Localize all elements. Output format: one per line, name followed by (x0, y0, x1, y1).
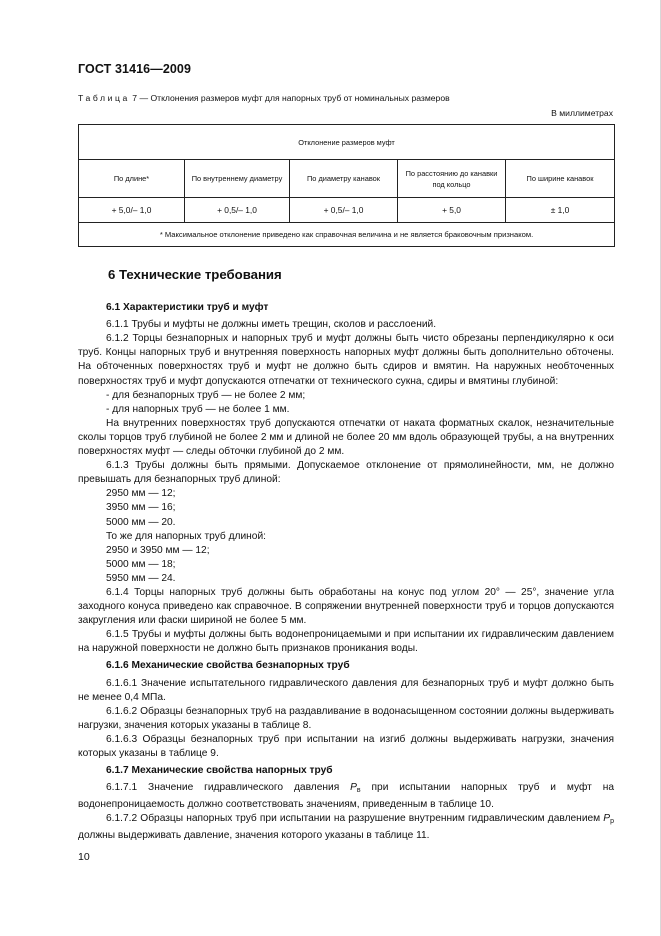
list-item: 5950 мм — 24. (106, 572, 176, 584)
paragraph: 6.1.1 Трубы и муфты не должны иметь трещин, сколов и расслоений. (106, 319, 437, 331)
table-footnote: * Максимальное отклонение приведено как справочная величина и не является браковочным признаком. (79, 223, 615, 247)
table-header-cell: По внутреннему диаметру (185, 160, 290, 198)
table-header-cell: По ширине канавок (506, 160, 615, 198)
list-item: - для безнапорных труб — не более 2 мм; (106, 389, 306, 401)
paragraph-text: при испытании напорных труб и муфт на водонепроницаемость должно соответствовать значениям, приведенным в таблице 10. (78, 782, 614, 811)
table-cell: ± 1,0 (506, 198, 615, 223)
pressure-subscript: в (356, 787, 361, 795)
paragraph: 6.1.6.1 Значение испытательного гидравлического давления для безнапорных труб и муфт должно быть не менее 0,4 МПа. (78, 677, 614, 703)
table-cell: + 5,0 (398, 198, 506, 223)
list-item: 5000 мм — 18; (106, 558, 176, 570)
section-title: 6 Технические требования (108, 267, 282, 282)
paragraph-text: должны выдерживать давление, значения которого указаны в таблице 11. (78, 830, 430, 842)
table-caption-text: 7 — Отклонения размеров муфт для напорных труб от номинальных размеров (129, 93, 450, 103)
list-item: - для напорных труб — не более 1 мм. (106, 403, 290, 415)
paragraph: 6.1.2 Торцы безнапорных и напорных труб и муфт должны быть чисто обрезаны перпендикулярно к оси труб. Концы напорных труб и внутренняя поверхность напорных муфт должны быть дополнительно обточены. На обточенных поверхностях труб и муфт не должно быть сдиров и вмятин. На наружных необточенных поверхностях труб и муфт допускаются отпечатки от технического сукна, сдиры и вмятины глубиной: (78, 333, 614, 387)
subsection-title: 6.1.7 Механические свойства напорных труб (106, 765, 333, 777)
paragraph: 6.1.3 Трубы должны быть прямыми. Допускаемое отклонение от прямолинейности, мм, не должно превышать для безнапорных труб длиной: (78, 460, 614, 486)
list-item: 2950 и 3950 мм — 12; (106, 544, 210, 556)
subsection-title: 6.1 Характеристики труб и муфт (106, 302, 269, 314)
table-header-cell: По диаметру канавок (290, 160, 398, 198)
table-cell: + 5,0/– 1,0 (79, 198, 185, 223)
paragraph: 6.1.6.2 Образцы безнапорных труб на раздавливание в водонасыщенном состоянии должны выдерживать нагрузки, значения которых указаны в таблице 8. (78, 705, 614, 731)
paragraph-text: 6.1.7.1 Значение гидравлического давления (106, 782, 351, 794)
section-body (78, 268, 614, 844)
list-item: 3950 мм — 16; (106, 502, 176, 514)
table-cell: + 0,5/– 1,0 (290, 198, 398, 223)
subsection-title: 6.1.6 Механические свойства безнапорных труб (106, 660, 350, 672)
paragraph: 6.1.6.3 Образцы безнапорных труб при испытании на изгиб должны выдерживать нагрузки, значения которых указаны в таблице 9. (78, 733, 614, 759)
table-caption (78, 93, 450, 103)
table-header-cell: По длине* (79, 160, 185, 198)
deviation-table (78, 124, 615, 247)
table-header-cell: По расстоянию до канавки под кольцо (398, 160, 506, 198)
pressure-subscript: р (610, 818, 614, 826)
paragraph: То же для напорных труб длиной: (106, 530, 266, 542)
paragraph (78, 781, 614, 812)
paragraph: 6.1.5 Трубы и муфты должны быть водонепроницаемыми и при испытании их гидравлическим давлением на наружной поверхности не должно быть признаков проникания воды. (78, 629, 614, 655)
table-cell: + 0,5/– 1,0 (185, 198, 290, 223)
paragraph (78, 812, 614, 843)
pressure-symbol: P (350, 782, 357, 794)
list-item: 2950 мм — 12; (106, 488, 176, 500)
list-item: 5000 мм — 20. (106, 516, 176, 528)
table-units: В миллиметрах (551, 108, 613, 118)
document-header: ГОСТ 31416—2009 (78, 62, 192, 76)
paragraph-text: 6.1.7.2 Образцы напорных труб при испытании на разрушение внутренним гидравлическим давлением (106, 813, 604, 825)
page-number: 10 (78, 851, 90, 863)
paragraph: На внутренних поверхностях труб допускаются отпечатки от наката форматных скалок, незначительные сколы торцов труб глубиной не более 2 мм и длиной не более 20 мм вдоль образующей трубы, а на внутренних поверхностях муфт — следы обточки глубиной до 2 мм. (78, 417, 614, 458)
pressure-symbol: P (603, 813, 611, 825)
paragraph: 6.1.4 Торцы напорных труб должны быть обработаны на конус под углом 20° — 25°, значение угла заходного конуса приведено как справочное. В сопряжении внутренней поверхности труб и торцов допускаются закругления или фаски шириной не более 5 мм. (78, 586, 614, 627)
table-group-header: Отклонение размеров муфт (79, 125, 615, 160)
table-caption-label: Таблица (78, 93, 130, 103)
